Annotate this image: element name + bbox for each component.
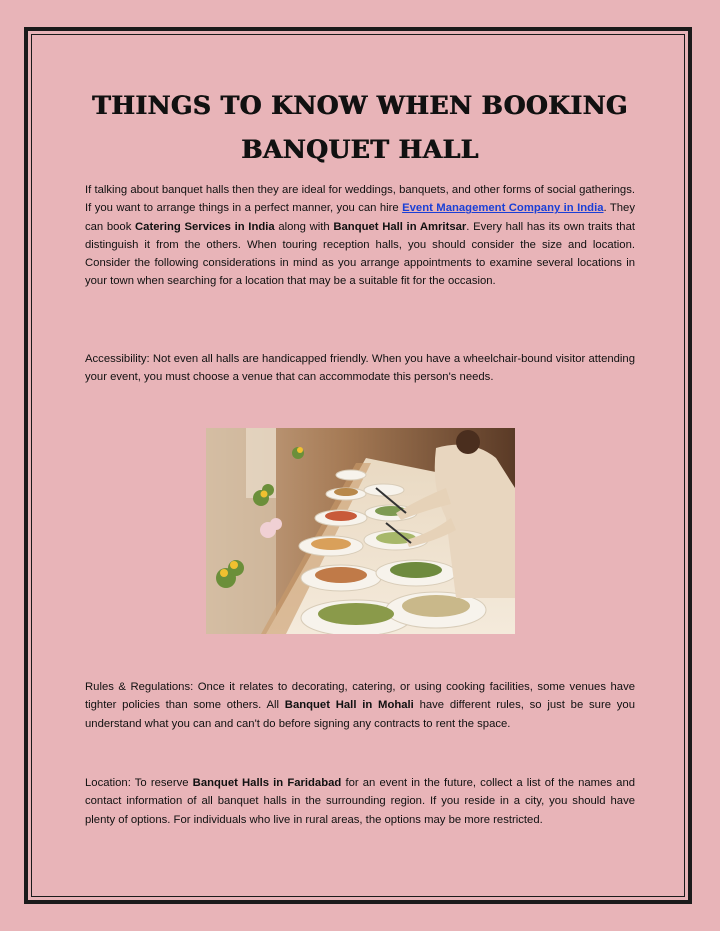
intro-text-2: . They can book (85, 202, 635, 233)
intro-paragraph (85, 181, 635, 291)
rules-paragraph (85, 678, 635, 733)
catering-buffet-photo (206, 428, 515, 634)
page-title-line-1: THINGS TO KNOW WHEN BOOKING (92, 91, 628, 120)
page-title-line-2: BANQUET HALL (241, 135, 479, 164)
intro-text-3: along with (274, 220, 334, 233)
banquet-halls-faridabad-bold: Banquet Halls in Faridabad (192, 777, 342, 789)
accessibility-paragraph: Accessibility: Not even all halls are handicapped friendly. When you have a wheelchair-bound visitor attending your event, you must choose a venue that can accommodate this person's needs. (85, 353, 635, 384)
rules-text-2: have different rules, so just be sure you understand what you can and can't do before signing any contracts to rent the space. (85, 699, 635, 730)
banquet-hall-amritsar-bold: Banquet Hall in Amritsar (333, 220, 467, 233)
catering-services-bold: Catering Services in India (135, 220, 275, 233)
location-paragraph (85, 774, 635, 829)
location-text-1: Location: To reserve (85, 777, 193, 789)
event-management-link[interactable]: Event Management Company in India (402, 202, 604, 215)
banquet-hall-mohali-bold: Banquet Hall in Mohali (284, 699, 414, 712)
intro-text-4: . Every hall has its own traits that distinguish it from the others. When touring reception halls, you should consider the size and location. Consider the following considerations in mind as you arrange appointments to examine several locations in your town when searching for a location that may be a suitable fit for the occasion. (85, 220, 635, 288)
intro-text-1: If talking about banquet halls then they are ideal for weddings, banquets, and other forms of social gatherings. If you want to arrange things in a perfect manner, you can hire (85, 184, 635, 215)
location-text-2: for an event in the future, collect a list of the names and contact information of all banquet halls in the surrounding region. If you reside in a city, you should have plenty of options. For individuals who live in rural areas, the options may be more restricted. (85, 777, 636, 826)
rules-text-1: Rules & Regulations: Once it relates to decorating, catering, or using cooking facilities, some venues have tighter policies than some others. All (85, 681, 635, 712)
